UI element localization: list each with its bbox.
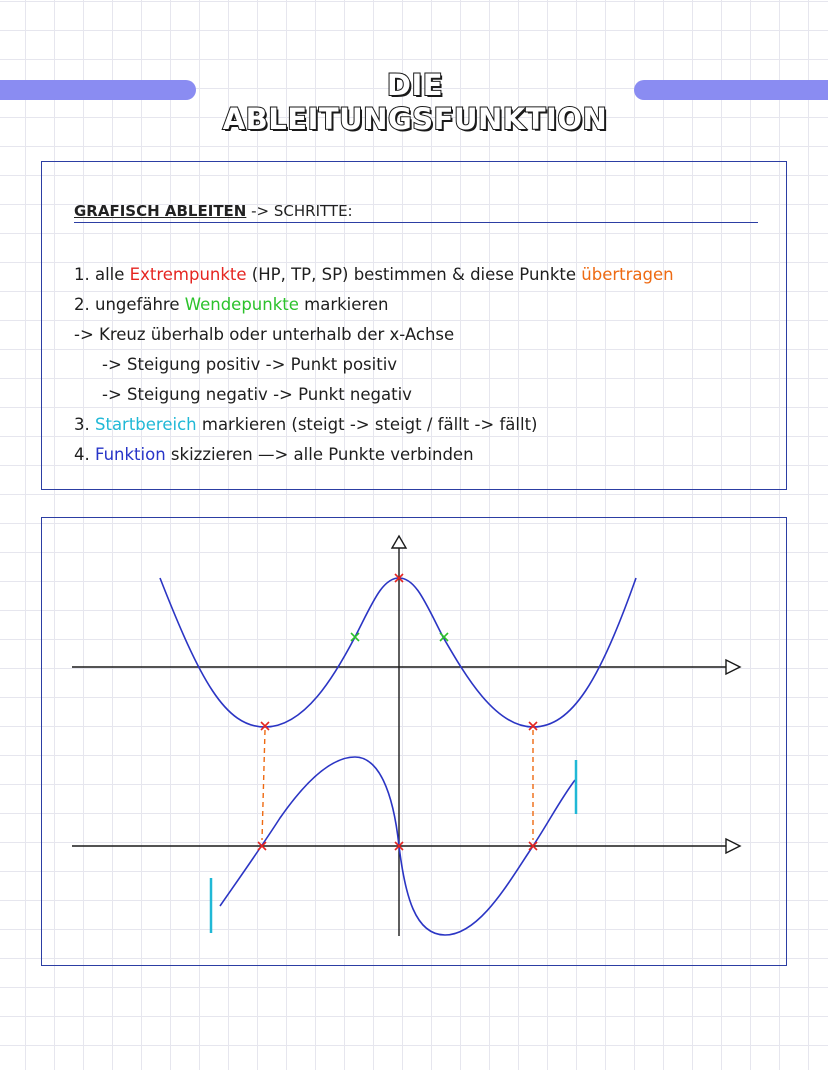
step-text: 4.	[74, 445, 95, 464]
step-text: -> Kreuz überhalb oder unterhalb der x-Achse	[74, 325, 455, 344]
step-text: 1. alle	[74, 265, 130, 284]
step-text: (HP, TP, SP) bestimmen & diese Punkte	[246, 265, 582, 284]
page-title: DIE ABLEITUNGSFUNKTION	[222, 68, 608, 136]
heading-arrow: ->	[246, 202, 274, 220]
step-text: Extrempunkte	[129, 265, 247, 284]
transfer-line-left	[262, 730, 265, 840]
x-axis-upper-arrow-icon	[726, 660, 740, 674]
x-axis-lower-arrow-icon	[726, 839, 740, 853]
step-text: markieren (steigt -> steigt / fällt -> fällt)	[196, 415, 538, 434]
step-text: Funktion	[95, 445, 166, 464]
step-text: -> Steigung positiv -> Punkt positiv	[102, 355, 398, 374]
step-text: markieren	[298, 295, 389, 314]
step-text: -> Steigung negativ -> Punkt negativ	[102, 385, 412, 404]
heading-sub: SCHRITTE:	[273, 202, 353, 220]
step-text: Startbereich	[95, 415, 197, 434]
heading-main: GRAFISCH ABLEITEN	[74, 202, 247, 220]
extremum-marker-tp-right	[529, 722, 537, 730]
step-text: 2. ungefähre	[74, 295, 185, 314]
function-curve	[160, 578, 636, 727]
step-text: 3.	[74, 415, 95, 434]
y-axis-arrow-icon	[392, 536, 406, 548]
step-text: skizzieren —> alle Punkte verbinden	[165, 445, 474, 464]
step-text: Wendepunkte	[184, 295, 299, 314]
extremum-marker-tp-left	[261, 722, 269, 730]
inflection-marker-left	[351, 633, 359, 641]
step-text: übertragen	[581, 265, 674, 284]
